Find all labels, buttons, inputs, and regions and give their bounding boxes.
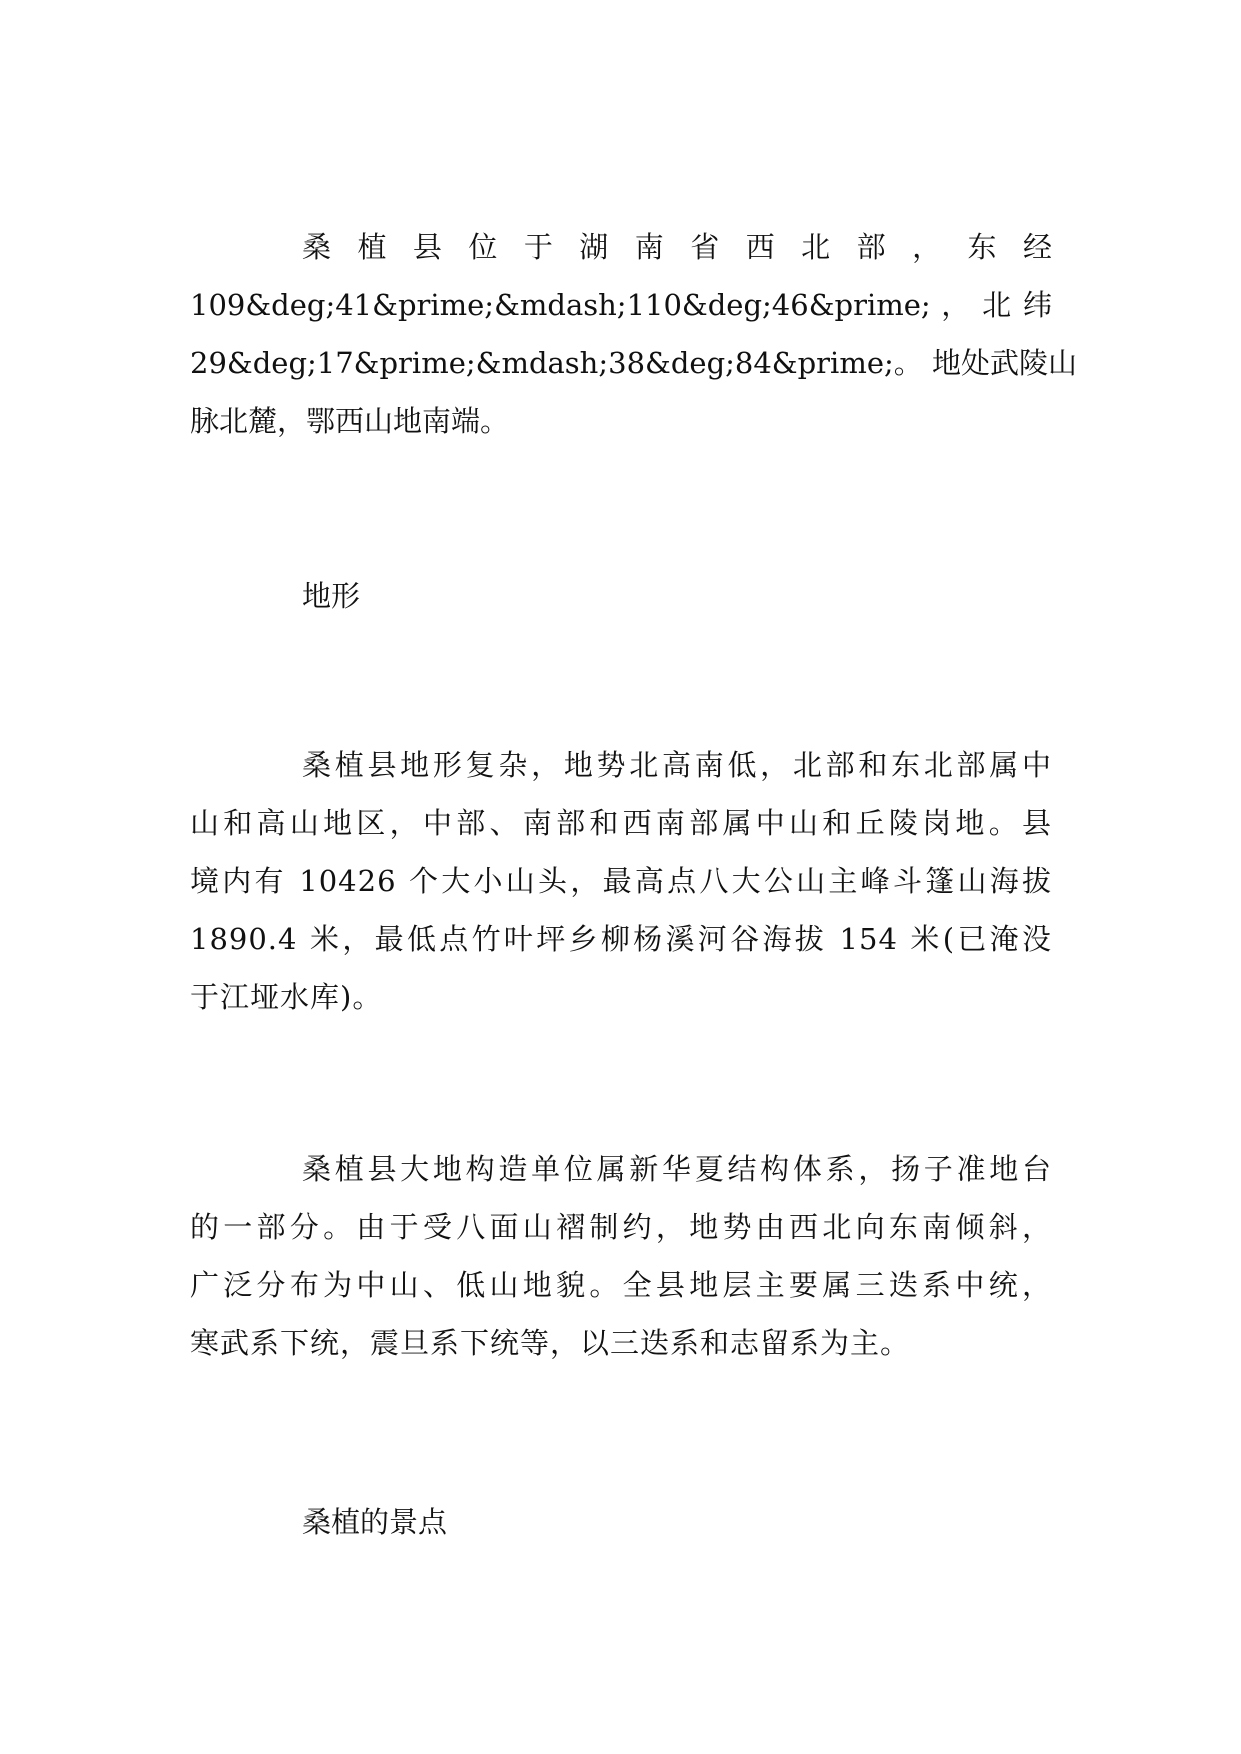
section-heading-terrain: 地形 <box>302 579 361 613</box>
paragraph-line: 桑 植 县 位 于 湖 南 省 西 北 部 ， 东 经 <box>302 230 1052 264</box>
paragraph-line: 寒武系下统，震旦系下统等，以三迭系和志留系为主。 <box>190 1326 911 1360</box>
paragraph-line: 桑植县地形复杂，地势北高南低，北部和东北部属中 <box>302 748 1052 782</box>
paragraph-line: 的一部分。由于受八面山褶制约，地势由西北向东南倾斜， <box>190 1210 1052 1244</box>
paragraph-line: 广泛分布为中山、低山地貌。全县地层主要属三迭系中统， <box>190 1268 1052 1302</box>
paragraph-line: 于江垭水库)。 <box>190 980 383 1014</box>
paragraph-geology <box>190 1140 1052 1372</box>
section-heading-attractions: 桑植的景点 <box>302 1505 448 1539</box>
paragraph-location <box>190 218 1077 450</box>
paragraph-line: 109&deg;41&prime;&mdash;110&deg;46&prime; ， 北 纬 <box>190 288 1052 322</box>
paragraph-line: 1890.4 米，最低点竹叶坪乡柳杨溪河谷海拔 154 米(已淹没 <box>190 922 1052 956</box>
paragraph-terrain <box>190 736 1052 1026</box>
paragraph-line: 脉北麓，鄂西山地南端。 <box>190 404 510 438</box>
paragraph-line: 山和高山地区，中部、南部和西南部属中山和丘陵岗地。县 <box>190 806 1052 840</box>
paragraph-line: 桑植县大地构造单位属新华夏结构体系，扬子准地台 <box>302 1152 1052 1186</box>
paragraph-line: 境内有 10426 个大小山头，最高点八大公山主峰斗篷山海拔 <box>190 864 1052 898</box>
paragraph-line: 29&deg;17&prime;&mdash;38&deg;84&prime;。 地处武陵山 <box>190 346 1077 380</box>
